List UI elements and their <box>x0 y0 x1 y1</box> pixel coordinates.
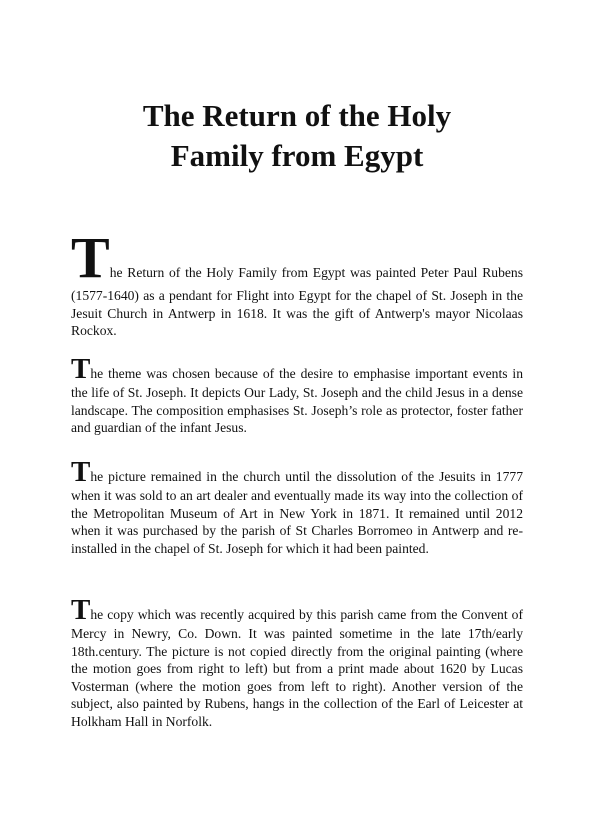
paragraph-2 <box>71 355 523 437</box>
paragraph-3 <box>71 458 523 557</box>
title-line-1: The Return of the Holy <box>142 98 452 133</box>
drop-cap: T <box>71 225 110 290</box>
drop-cap: T <box>71 456 91 488</box>
title-line-2: Family from Egypt <box>170 138 424 173</box>
drop-cap: T <box>71 353 91 385</box>
paragraph-text: he copy which was recently acquired by this parish came from the Convent of Mercy in Newry, Co. Down. It was painted sometime in the late 17th/early 18th.century. The picture is not copied directly from the original painting (where the motion goes from right to left) but from a print made about 1620 by Lucas Vosterman (where the motion goes from left to right). Another version of the subject, also painted by Rubens, hangs in the collection of the Earl of Leicester at Holkham Hall in Norfolk. <box>71 607 523 729</box>
paragraph-text: he theme was chosen because of the desire to emphasise important events in the life of St. Joseph. It depicts Our Lady, St. Joseph and the child Jesus in a dense landscape. The composition emphasises St. Joseph’s role as protector, foster father and guardian of the infant Jesus. <box>71 366 523 436</box>
paragraph-text: he Return of the Holy Family from Egypt was painted Peter Paul Rubens (1577-1640) as a pendant for Flight into Egypt for the chapel of St. Joseph in the Jesuit Church in Antwerp in 1618. It was the gift of Antwerp's mayor Nicolaas Rockox. <box>71 265 523 339</box>
paragraph-1 <box>71 225 523 340</box>
page-title <box>0 96 594 176</box>
paragraph-4 <box>71 596 523 731</box>
drop-cap: T <box>71 594 91 626</box>
paragraph-text: he picture remained in the church until the dissolution of the Jesuits in 1777 when it was sold to an art dealer and eventually made its way into the collection of the Metropolitan Museum of Art in New York in 1871. It remained until 2012 when it was purchased by the parish of St Charles Borromeo in Antwerp and re-installed in the chapel of St. Joseph for which it had been painted. <box>71 469 523 556</box>
